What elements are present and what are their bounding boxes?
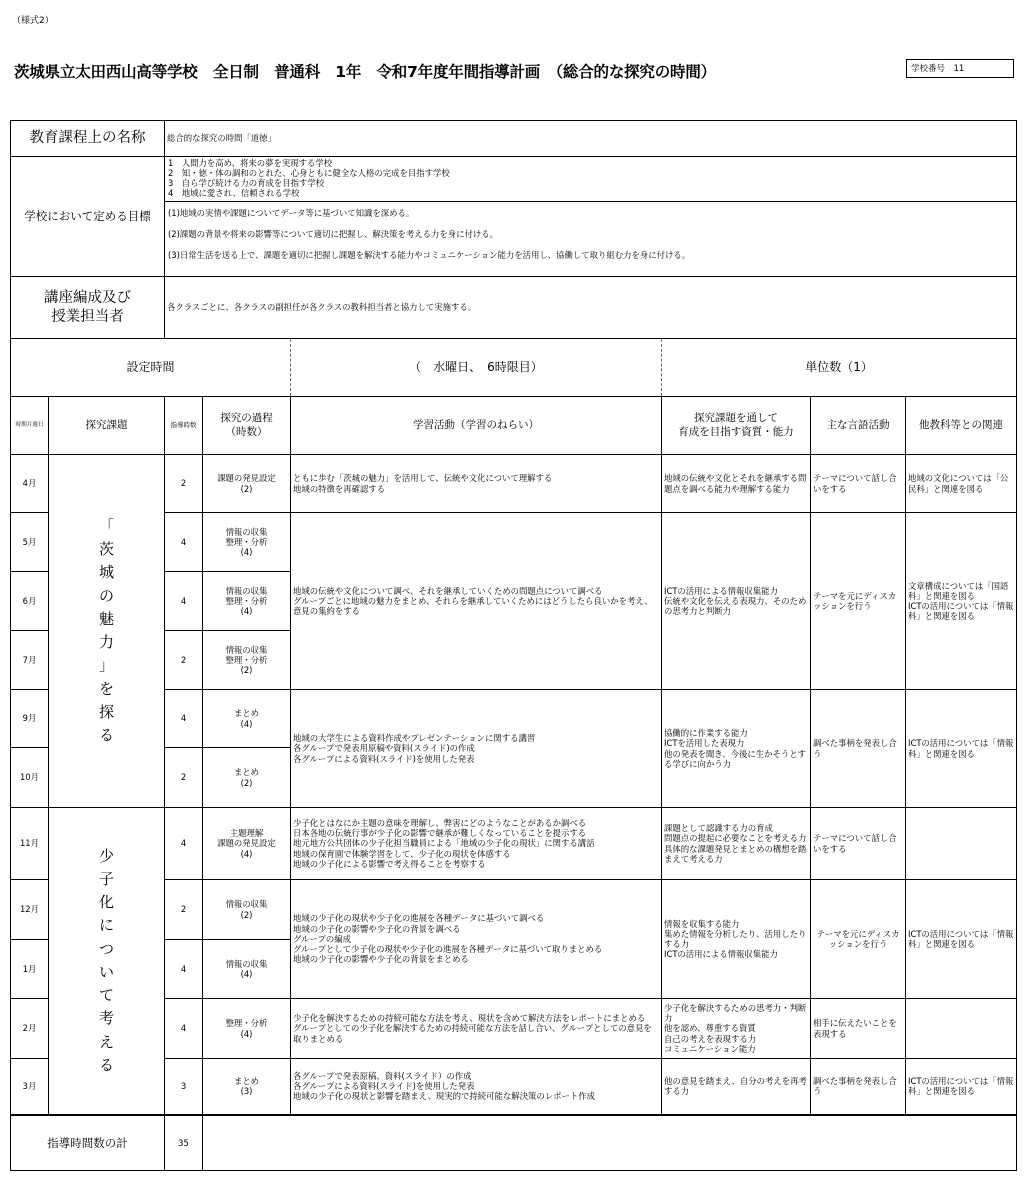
theme-char: に	[98, 916, 114, 935]
total-value: 35	[165, 1115, 203, 1171]
month-cell: 9月	[11, 690, 49, 748]
theme-char: 」	[98, 656, 114, 675]
theme-char: を	[98, 679, 114, 698]
staffing-label-line2: 授業担当者	[51, 308, 124, 325]
relation-cell: 地域の文化については「公民科」と関連を図る	[906, 455, 1017, 513]
table-row	[11, 808, 1017, 880]
school-goals-cell	[165, 157, 1017, 277]
process-cell: まとめ (4)	[203, 690, 291, 748]
activity-cell: 少子化を解決するための持続可能な方法を考え、現状を含めて解決方法をレポートにまとめる グループとしての少子化を解決するための持続可能な方法を話し合い、グループとしての意見を取りまとめる	[291, 999, 662, 1059]
activity-cell: 各グループで発表原稿、資料(スライド）の作成 各グループによる資料(スライド)を使用した発表 地域の少子化の現状と影響を踏まえ、現実的で持続可能な解決策のレポート作成	[291, 1059, 662, 1115]
header-language: 主な言語活動	[811, 397, 906, 455]
hours-cell: 2	[165, 631, 203, 690]
hours-cell: 4	[165, 690, 203, 748]
month-cell: 1月	[11, 940, 49, 999]
month-cell: 3月	[11, 1059, 49, 1115]
ability-cell: 情報を収集する能力 集めた情報を分析したり、活用したりする力 ICTの活用による情報収集能力	[662, 880, 811, 999]
activity-cell: 地域の少子化の現状や少子化の進展を各種データに基づいて調べる 地域の少子化の影響や少子化の背景を調べる グループの編成 グループとして少子化の現状や少子化の進展を各種データに基づいて取りまとめる 地域の少子化の影響や少子化の背景をまとめる	[291, 880, 662, 999]
vision-item: 1 人間力を高め、将来の夢を実現する学校	[168, 158, 333, 168]
table-row	[11, 455, 1017, 513]
theme-char: え	[98, 1032, 114, 1051]
hours-cell: 4	[165, 808, 203, 880]
relation-cell: 文章構成については「国語科」と関連を図る ICTの活用については「情報科」と関連を図る	[906, 513, 1017, 690]
staffing-label-line1: 講座編成及び	[44, 289, 131, 306]
theme-char: 魅	[98, 609, 114, 628]
course-name-row	[11, 121, 1017, 157]
process-cell: 情報の収集 整理・分析 (4)	[203, 572, 291, 631]
language-cell: 相手に伝えたいことを表現する	[811, 999, 906, 1059]
time-label: 設定時間	[11, 339, 291, 397]
language-cell: 調べた事柄を発表し合う	[811, 690, 906, 808]
theme-char: 化	[98, 893, 114, 911]
goal-item: (1)地域の実情や課題についてデータ等に基づいて知識を深める。	[168, 207, 415, 218]
language-cell: テーマについて話し合いをする	[811, 808, 906, 880]
process-cell: 主題理解 課題の発見設定 (4)	[203, 808, 291, 880]
hours-cell: 2	[165, 748, 203, 808]
theme-char: る	[98, 1055, 114, 1074]
theme-char: 茨	[98, 540, 114, 558]
relation-cell	[906, 808, 1017, 880]
process-cell: 情報の収集 整理・分析 (2)	[203, 631, 291, 690]
units: 単位数（1）	[662, 339, 1017, 397]
theme-char: 城	[98, 563, 114, 582]
theme-shoshika	[49, 808, 165, 1115]
relation-cell	[906, 999, 1017, 1059]
ability-cell: 他の意見を踏まえ、自分の考えを再考する力	[662, 1059, 811, 1115]
month-cell: 10月	[11, 748, 49, 808]
theme-char: 「	[98, 516, 114, 535]
header-month: 時期月週日	[11, 397, 49, 455]
activity-cell: ともに歩む「茨城の魅力」を活用して、伝統や文化について理解する 地域の特徴を再確認する	[291, 455, 662, 513]
form-label: （様式2）	[12, 16, 54, 26]
staffing-value: 各クラスごとに、各クラスの副担任が各クラスの教科担当者と協力して実施する。	[165, 277, 1017, 339]
month-cell: 5月	[11, 513, 49, 572]
ability-cell: 少子化を解決するための思考力・判断力 他を認め、尊重する資質 自己の考えを表現する力 コミュニケーション能力	[662, 999, 811, 1059]
total-label: 指導時間数の計	[11, 1115, 165, 1171]
goal-item: (3)日常生活を送る上で、課題を適切に把握し課題を解決する能力やコミュニケーション能力を活用し、協働して取り組む力を身に付ける。	[168, 250, 691, 261]
theme-char: い	[98, 962, 114, 981]
theme-char: る	[98, 726, 114, 744]
header-process: 探究の過程 （時数）	[203, 397, 291, 455]
vision-item: 2 知・徳・体の調和のとれた、心身ともに健全な人格の完成を目指す学校	[168, 167, 450, 178]
header-theme: 探究課題	[49, 397, 165, 455]
ability-cell: 地域の伝統や文化とそれを継承する問題点を調べる能力や理解する能力	[662, 455, 811, 513]
hours-cell: 2	[165, 455, 203, 513]
language-cell: テーマについて話し合いをする	[811, 455, 906, 513]
theme-char: 力	[98, 633, 114, 651]
process-cell: 情報の収集 (2)	[203, 880, 291, 940]
ability-cell: ICTの活用による情報収集能力 伝統や文化を伝える表現力、そのための思考力と判断力	[662, 513, 811, 690]
theme-char: つ	[98, 939, 114, 958]
theme-char: 探	[98, 702, 114, 721]
month-cell: 4月	[11, 455, 49, 513]
page-title: 茨城県立太田西山高等学校 全日制 普通科 1年 令和7年度年間指導計画 （総合的な探究の時間）	[14, 63, 716, 81]
month-cell: 6月	[11, 572, 49, 631]
hours-cell: 4	[165, 940, 203, 999]
month-cell: 11月	[11, 808, 49, 880]
relation-cell: ICTの活用については「情報科」と関連を図る	[906, 880, 1017, 999]
process-cell: 情報の収集 (4)	[203, 940, 291, 999]
relation-cell: ICTの活用については「情報科」と関連を図る	[906, 690, 1017, 808]
school-vision-list	[165, 157, 1016, 202]
theme-ibaraki	[49, 455, 165, 808]
month-cell: 12月	[11, 880, 49, 940]
header-row	[11, 397, 1017, 455]
month-cell: 7月	[11, 631, 49, 690]
hours-cell: 4	[165, 513, 203, 572]
staffing-row	[11, 277, 1017, 339]
hours-cell: 3	[165, 1059, 203, 1115]
annual-plan-table	[10, 120, 1017, 1171]
theme-char: 子	[98, 869, 114, 888]
language-cell: 調べた事柄を発表し合う	[811, 1059, 906, 1115]
activity-cell: 地域の大学生による資料作成やプレゼンテーションに関する講習 各グループで発表用原稿や資料(スライド)の作成 各グループによる資料(スライド)を使用した発表	[291, 690, 662, 808]
total-blank	[203, 1115, 1017, 1171]
theme-char: て	[98, 986, 114, 1004]
day-period: （ 水曜日、 6時限目）	[291, 339, 662, 397]
header-activity: 学習活動（学習のねらい）	[291, 397, 662, 455]
language-cell: テーマを元にディスカッションを行う	[811, 880, 906, 999]
schedule-row	[11, 339, 1017, 397]
process-cell: 整理・分析 (4)	[203, 999, 291, 1059]
hours-cell: 2	[165, 880, 203, 940]
ability-cell: 課題として認識する力の育成 問題点の提起に必要なことを考える力 具体的な課題発見とまとめの構想を踏まえて考える力	[662, 808, 811, 880]
header-ability: 探究課題を通して 育成を目指す資質・能力	[662, 397, 811, 455]
school-goals-label: 学校において定める目標	[11, 157, 165, 277]
header-relation: 他教科等との関連	[906, 397, 1017, 455]
header-hours: 指導時数	[165, 397, 203, 455]
goal-item: (2)課題の背景や将来の影響等について適切に把握し、解決策を考える力を身に付ける。	[168, 228, 498, 239]
hours-cell: 4	[165, 572, 203, 631]
school-goals-row	[11, 157, 1017, 277]
course-name-label: 教育課程上の名称	[11, 121, 165, 157]
process-cell: 情報の収集 整理・分析 (4)	[203, 513, 291, 572]
school-number-box: 学校番号 11	[906, 59, 1014, 78]
activity-cell: 地域の伝統や文化について調べ、それを継承していくための問題点について調べる グループごとに地域の魅力をまとめ、それらを継承していくためにはどうしたら良いかを考え、意見の集約をする	[291, 513, 662, 690]
course-name-value: 総合的な探究の時間「道徳」	[165, 121, 1017, 157]
month-cell: 2月	[11, 999, 49, 1059]
ability-cell: 協働的に作業する能力 ICTを活用した表現力 他の発表を聞き、今後に生かそうとする学びに向かう力	[662, 690, 811, 808]
staffing-label	[11, 277, 165, 339]
process-cell: 課題の発見設定 (2)	[203, 455, 291, 513]
total-row	[11, 1115, 1017, 1171]
theme-char: 少	[98, 846, 114, 865]
hours-cell: 4	[165, 999, 203, 1059]
theme-char: の	[98, 586, 114, 605]
activity-cell: 少子化とはなにか主題の意味を理解し、弊害にどのようなことがあるか調べる 日本各地の伝統行事が少子化の影響で継承が難しくなっていることを提示する 地元地方公共団体の少子化担当職員による「地域の少子化の現状」に関する講話 地域の保育園で体験学習をして、少子化の現状を体感する 地域の少子化による影響で考え得ることを考察する	[291, 808, 662, 880]
process-cell: まとめ (3)	[203, 1059, 291, 1115]
vision-item: 4 地域に愛され、信頼される学校	[168, 187, 300, 198]
goals-list	[165, 202, 1016, 266]
process-cell: まとめ (2)	[203, 748, 291, 808]
relation-cell: ICTの活用については「情報科」と関連を図る	[906, 1059, 1017, 1115]
vision-item: 3 自ら学び続ける力の育成を目指す学校	[168, 177, 325, 188]
theme-char: 考	[98, 1009, 114, 1028]
language-cell: テーマを元にディスカッションを行う	[811, 513, 906, 690]
